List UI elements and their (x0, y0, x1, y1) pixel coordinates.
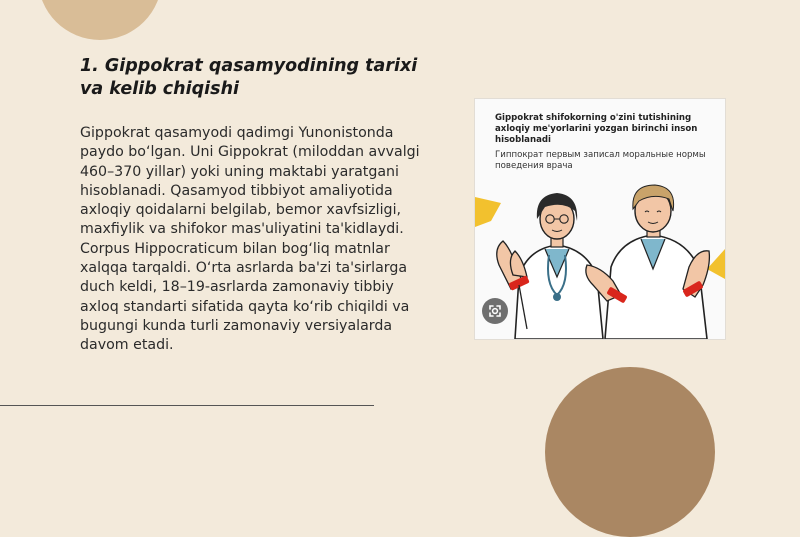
illustration-caption-uzbek: Gippokrat shifokorning o'zini tutishining axloqiy me'yorlarini yozgan birinchi inson hisoblanadi (495, 113, 698, 145)
decorative-circle-bottom (545, 367, 715, 537)
yellow-accent-left (475, 197, 501, 227)
google-lens-icon[interactable] (482, 298, 508, 324)
slide-body-text: Gippokrat qasamyodi qadimgi Yunonistonda paydo bo‘lgan. Uni Gippokrat (miloddan avvalgi 460–370 yillar) yoki uning maktabi yaratgani hisoblanadi. Qasamyod tibbiyot amaliyotida axloqiy qoidalarni belgilab, bemor xavfsizligi, maxfiylik va shifokor mas'uliyatini ta'kidlaydi. Corpus Hippocraticum bilan bog‘liq matnlar xalqqa tarqaldi. O‘rta asrlarda ba'zi ta'sirlarga duch keldi, 18–19-asrlarda zamonaviy tibbiy axloq standarti sifatida qayta ko‘rib chiqildi va bugungi kunda turli zamonaviy versiyalarda davom etadi. (80, 125, 420, 354)
doctor-right-figure (586, 185, 710, 339)
doctors-illustration[interactable] (475, 99, 725, 339)
decorative-circle-top (38, 0, 162, 40)
divider-line (0, 405, 374, 406)
illustration-caption-russian: Гиппократ первым записал моральные нормы поведения врача (495, 150, 706, 171)
lens-glyph (487, 303, 503, 319)
slide-title: 1. Gippokrat qasamyodining tarixi va kelib chiqishi (80, 56, 418, 99)
